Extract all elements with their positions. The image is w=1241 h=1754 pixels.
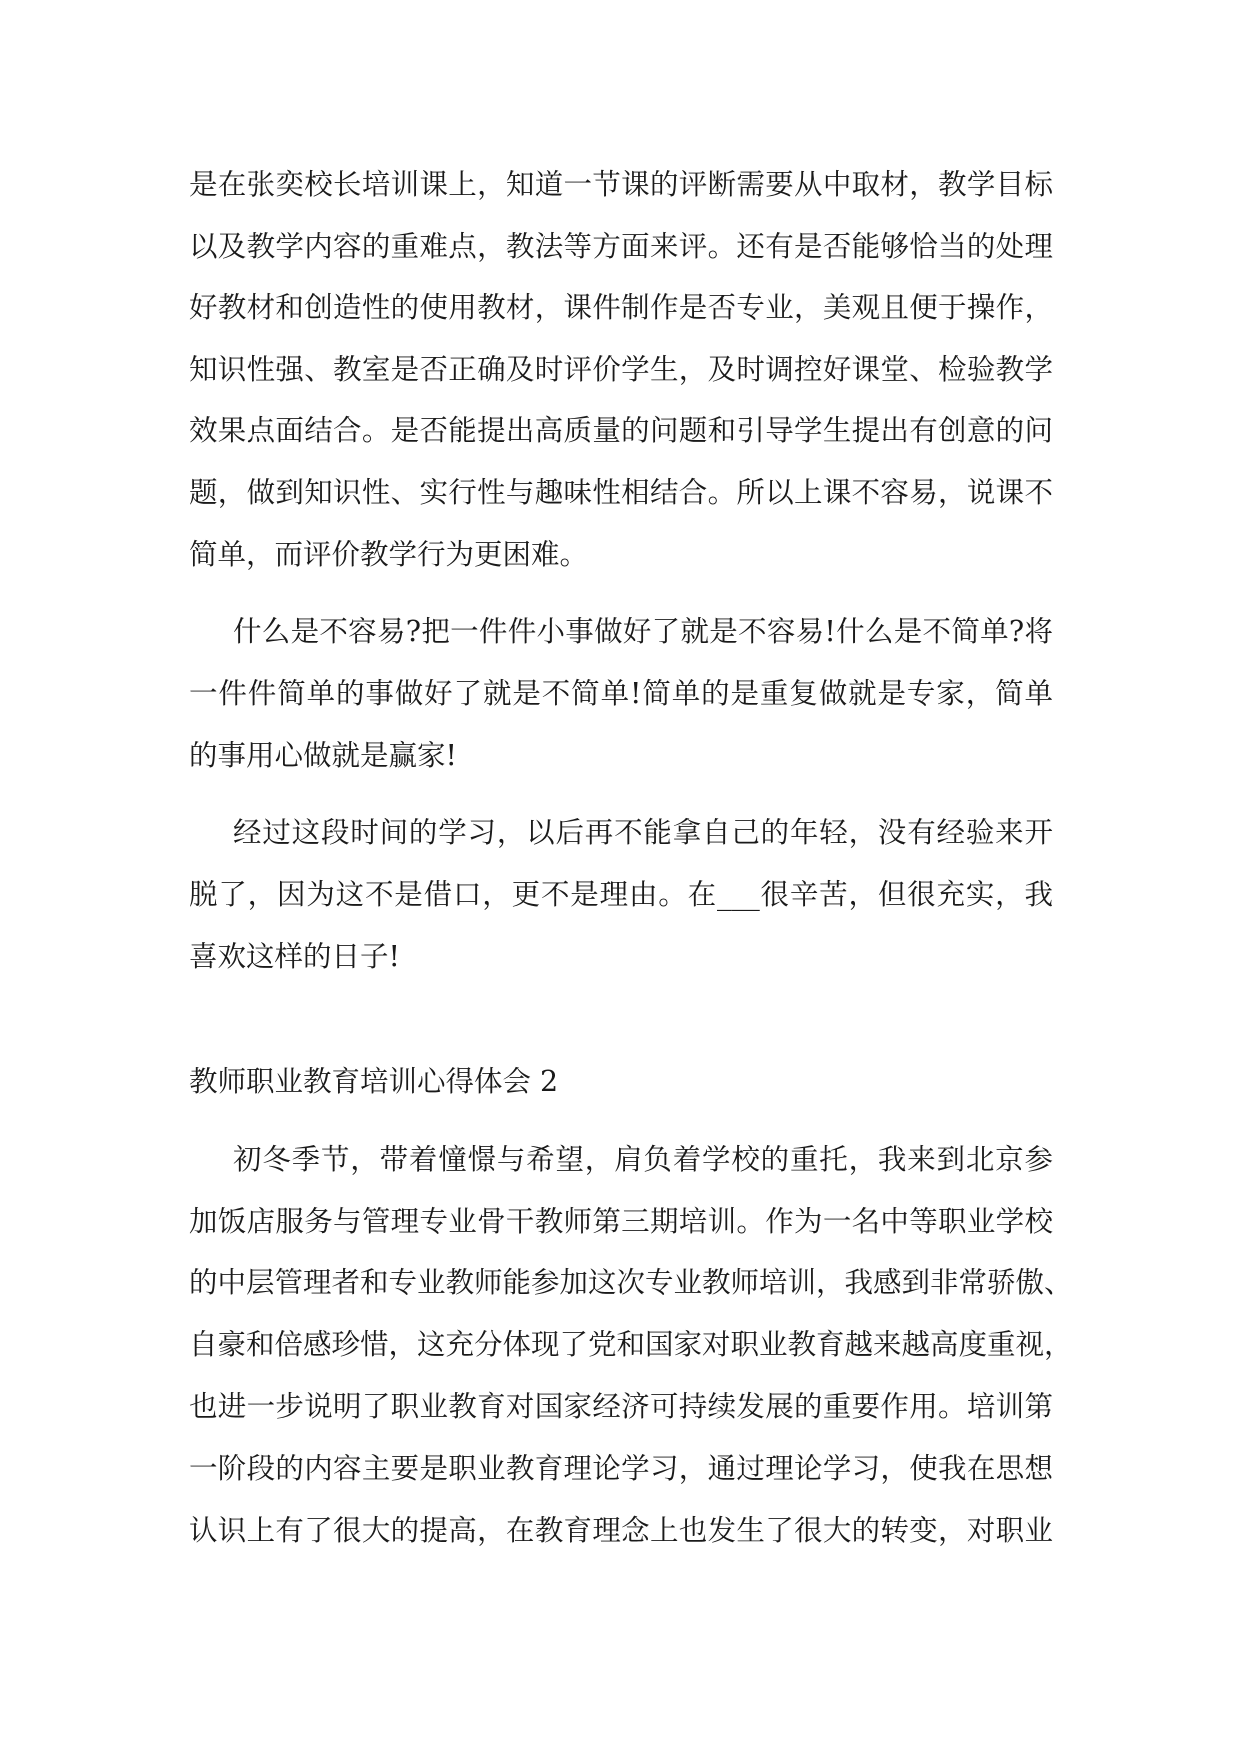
paragraph-line: 知识性强、教室是否正确及时评价学生，及时调控好课堂、检验教学 xyxy=(189,353,1053,386)
paragraph-line: 简单，而评价教学行为更困难。 xyxy=(189,538,589,571)
paragraph-line: 初冬季节，带着憧憬与希望，肩负着学校的重托，我来到北京参 xyxy=(233,1143,1053,1176)
paragraph-line: 加饭店服务与管理专业骨干教师第三期培训。作为一名中等职业学校 xyxy=(189,1205,1053,1238)
paragraph-line: 也进一步说明了职业教育对国家经济可持续发展的重要作用。培训第 xyxy=(189,1390,1053,1423)
paragraph-line: 好教材和创造性的使用教材，课件制作是否专业，美观且便于操作， xyxy=(189,291,1053,324)
paragraph-line: 的中层管理者和专业教师能参加这次专业教师培训，我感到非常骄傲、 xyxy=(189,1266,1073,1299)
paragraph-line: 经过这段时间的学习，以后再不能拿自己的年轻，没有经验来开 xyxy=(233,816,1053,849)
paragraph-line: 脱了，因为这不是借口，更不是理由。在___很辛苦，但很充实，我 xyxy=(189,878,1053,911)
paragraph-line: 喜欢这样的日子! xyxy=(189,940,400,973)
paragraph-line: 自豪和倍感珍惜，这充分体现了党和国家对职业教育越来越高度重视， xyxy=(189,1328,1073,1361)
paragraph-line: 一阶段的内容主要是职业教育理论学习，通过理论学习，使我在思想 xyxy=(189,1452,1053,1485)
paragraph-line: 以及教学内容的重难点，教法等方面来评。还有是否能够恰当的处理 xyxy=(189,230,1053,263)
paragraph-line: 题，做到知识性、实行性与趣味性相结合。所以上课不容易，说课不 xyxy=(189,476,1053,509)
paragraph-line: 效果点面结合。是否能提出高质量的问题和引导学生提出有创意的问 xyxy=(189,414,1053,447)
paragraph-line: 什么是不容易?把一件件小事做好了就是不容易!什么是不简单?将 xyxy=(233,615,1053,648)
paragraph-line: 认识上有了很大的提高，在教育理念上也发生了很大的转变，对职业 xyxy=(189,1514,1053,1547)
paragraph-line: 的事用心做就是赢家! xyxy=(189,739,457,772)
paragraph-line: 一件件简单的事做好了就是不简单!简单的是重复做就是专家，简单 xyxy=(189,677,1053,710)
paragraph-line: 是在张奕校长培训课上，知道一节课的评断需要从中取材，教学目标 xyxy=(189,168,1053,201)
section-heading: 教师职业教育培训心得体会 2 xyxy=(189,1065,559,1098)
